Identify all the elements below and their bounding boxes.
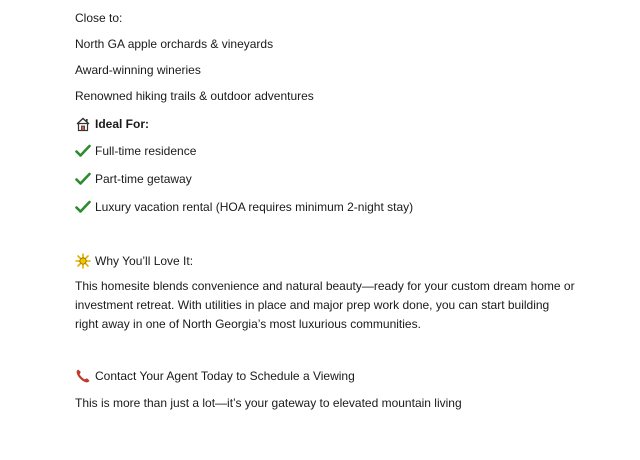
check-icon: [75, 200, 91, 214]
ideal-for-item-3: [75, 199, 413, 215]
check-icon: [75, 172, 91, 186]
ideal-for-item-2-label: Part-time getaway: [95, 172, 192, 186]
ideal-for-item-1: [75, 143, 196, 159]
house-icon: [75, 116, 91, 132]
close-to-heading: Close to:: [75, 11, 123, 25]
ideal-for-item-1-label: Full-time residence: [95, 144, 197, 158]
ideal-for-heading: Ideal For:: [95, 117, 150, 131]
check-icon: [75, 144, 91, 158]
phone-icon: [75, 368, 91, 384]
close-to-item-2: Award-winning wineries: [75, 63, 201, 77]
close-to-item-1: North GA apple orchards & vineyards: [75, 37, 274, 51]
why-heading-row: [75, 253, 193, 269]
contact-heading-row: [75, 368, 355, 384]
ideal-for-heading-row: [75, 116, 149, 132]
contact-tagline: This is more than just a lot—it’s your gateway to elevated mountain living: [75, 396, 462, 410]
close-to-item-3: Renowned hiking trails & outdoor adventures: [75, 89, 314, 103]
why-heading: Why You’ll Love It:: [95, 254, 194, 268]
contact-heading: Contact Your Agent Today to Schedule a Viewing: [95, 369, 355, 383]
ideal-for-item-2: [75, 171, 192, 187]
why-paragraph: This homesite blends convenience and natural beauty—ready for your custom dream home or investment retreat. With utilities in place and major prep work done, you can start building right away in one of North Georgia’s most luxurious communities.: [75, 279, 575, 331]
sparkle-icon: [75, 253, 91, 269]
ideal-for-item-3-label: Luxury vacation rental (HOA requires minimum 2-night stay): [95, 200, 414, 214]
